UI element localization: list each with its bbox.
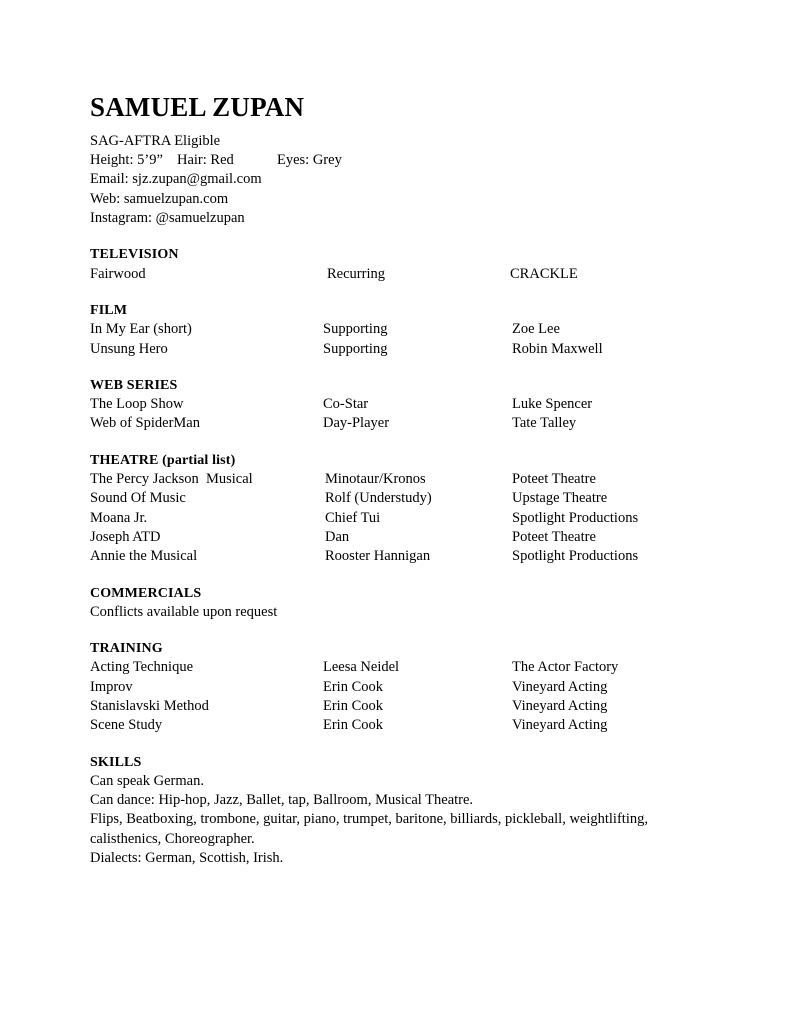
credit-role: Supporting [323, 340, 388, 357]
table-row [90, 678, 690, 697]
credit-company: Upstage Theatre [512, 490, 608, 507]
section-heading-skills: SKILLS [90, 754, 142, 770]
section-heading-training: TRAINING [90, 641, 163, 657]
credit-company: Luke Spencer [512, 396, 593, 413]
section-training [90, 639, 690, 735]
training-subject: Stanislavski Method [90, 697, 209, 714]
credit-company: CRACKLE [510, 265, 578, 282]
credits-list-training [90, 658, 690, 735]
credit-title: Sound Of Music [90, 490, 186, 507]
training-school: Vineyard Acting [512, 678, 608, 695]
contact-email[interactable]: Email: sjz.zupan@gmail.com [90, 171, 262, 188]
table-row [90, 697, 690, 716]
training-instructor: Erin Cook [323, 678, 384, 695]
section-television [90, 245, 690, 284]
table-row [90, 395, 690, 414]
credit-company: Robin Maxwell [512, 340, 603, 357]
credit-role: Supporting [323, 321, 388, 338]
section-skills [90, 753, 690, 869]
section-commercials [90, 584, 690, 623]
training-instructor: Erin Cook [323, 717, 384, 734]
contact-instagram[interactable]: Instagram: @samuelzupan [90, 210, 245, 227]
credit-role: Recurring [327, 265, 385, 282]
section-heading-television: TELEVISION [90, 247, 179, 263]
credit-company: Spotlight Productions [512, 509, 639, 526]
credit-title: Annie the Musical [90, 548, 198, 565]
section-web-series [90, 376, 690, 434]
credit-company: Tate Talley [512, 415, 577, 432]
credits-list-film [90, 320, 690, 359]
section-heading-commercials: COMMERCIALS [90, 585, 202, 601]
credit-role: Rolf (Understudy) [325, 490, 432, 507]
training-instructor: Leesa Neidel [323, 659, 400, 676]
credits-list-theatre [90, 470, 690, 566]
training-school: Vineyard Acting [512, 717, 608, 734]
credit-title: The Loop Show [90, 396, 184, 413]
credit-title: The Percy Jackson Musical [90, 471, 253, 488]
training-subject: Improv [90, 678, 133, 695]
training-school: The Actor Factory [512, 659, 619, 676]
stat-height: Height: 5’9” [90, 152, 163, 169]
section-heading-film: FILM [90, 302, 128, 318]
table-row [90, 489, 690, 508]
physical-stats [90, 151, 690, 170]
credit-role: Rooster Hannigan [325, 548, 431, 565]
page-title: SAMUEL ZUPAN [90, 92, 305, 122]
credit-title: Joseph ATD [90, 528, 161, 545]
credits-list-television [90, 265, 690, 284]
table-row [90, 414, 690, 433]
table-row [90, 320, 690, 339]
credit-company: Poteet Theatre [512, 528, 596, 545]
credit-company: Spotlight Productions [512, 548, 639, 565]
table-row [90, 509, 690, 528]
section-heading-theatre: THEATRE (partial list) [90, 452, 236, 468]
resume-content [90, 92, 690, 868]
credit-company: Poteet Theatre [512, 471, 596, 488]
skill-line: Flips, Beatboxing, trombone, guitar, piano, trumpet, baritone, billiards, pickleball, weightlifting, calisthenics, Choreographer. [90, 811, 648, 847]
credit-role: Co-Star [323, 396, 369, 413]
commercials-note: Conflicts available upon request [90, 603, 278, 620]
section-heading-web-series: WEB SERIES [90, 377, 178, 393]
credit-role: Chief Tui [325, 509, 381, 526]
credit-role: Day-Player [323, 415, 390, 432]
resume-header [90, 92, 690, 228]
credit-title: Web of SpiderMan [90, 415, 200, 432]
contact-website[interactable]: Web: samuelzupan.com [90, 190, 229, 207]
section-theatre [90, 451, 690, 567]
stat-eyes: Eyes: Grey [277, 152, 342, 169]
skill-line: Can dance: Hip-hop, Jazz, Ballet, tap, Ballroom, Musical Theatre. [90, 792, 474, 809]
table-row [90, 547, 690, 566]
credit-title: Fairwood [90, 265, 146, 282]
table-row [90, 716, 690, 735]
section-film [90, 301, 690, 359]
credit-role: Dan [325, 528, 350, 545]
credit-role: Minotaur/Kronos [325, 471, 426, 488]
table-row [90, 340, 690, 359]
skill-line: Can speak German. [90, 772, 204, 789]
credits-list-web-series [90, 395, 690, 434]
training-subject: Scene Study [90, 717, 163, 734]
credit-title: In My Ear (short) [90, 321, 192, 338]
training-instructor: Erin Cook [323, 697, 384, 714]
table-row [90, 528, 690, 547]
table-row [90, 658, 690, 677]
credit-title: Unsung Hero [90, 340, 168, 357]
training-school: Vineyard Acting [512, 697, 608, 714]
credit-company: Zoe Lee [512, 321, 560, 338]
table-row [90, 470, 690, 489]
table-row [90, 265, 690, 284]
union-status: SAG-AFTRA Eligible [90, 132, 221, 149]
credit-title: Moana Jr. [90, 509, 148, 526]
stat-hair: Hair: Red [177, 152, 234, 169]
training-subject: Acting Technique [90, 659, 194, 676]
skill-line: Dialects: German, Scottish, Irish. [90, 850, 284, 867]
